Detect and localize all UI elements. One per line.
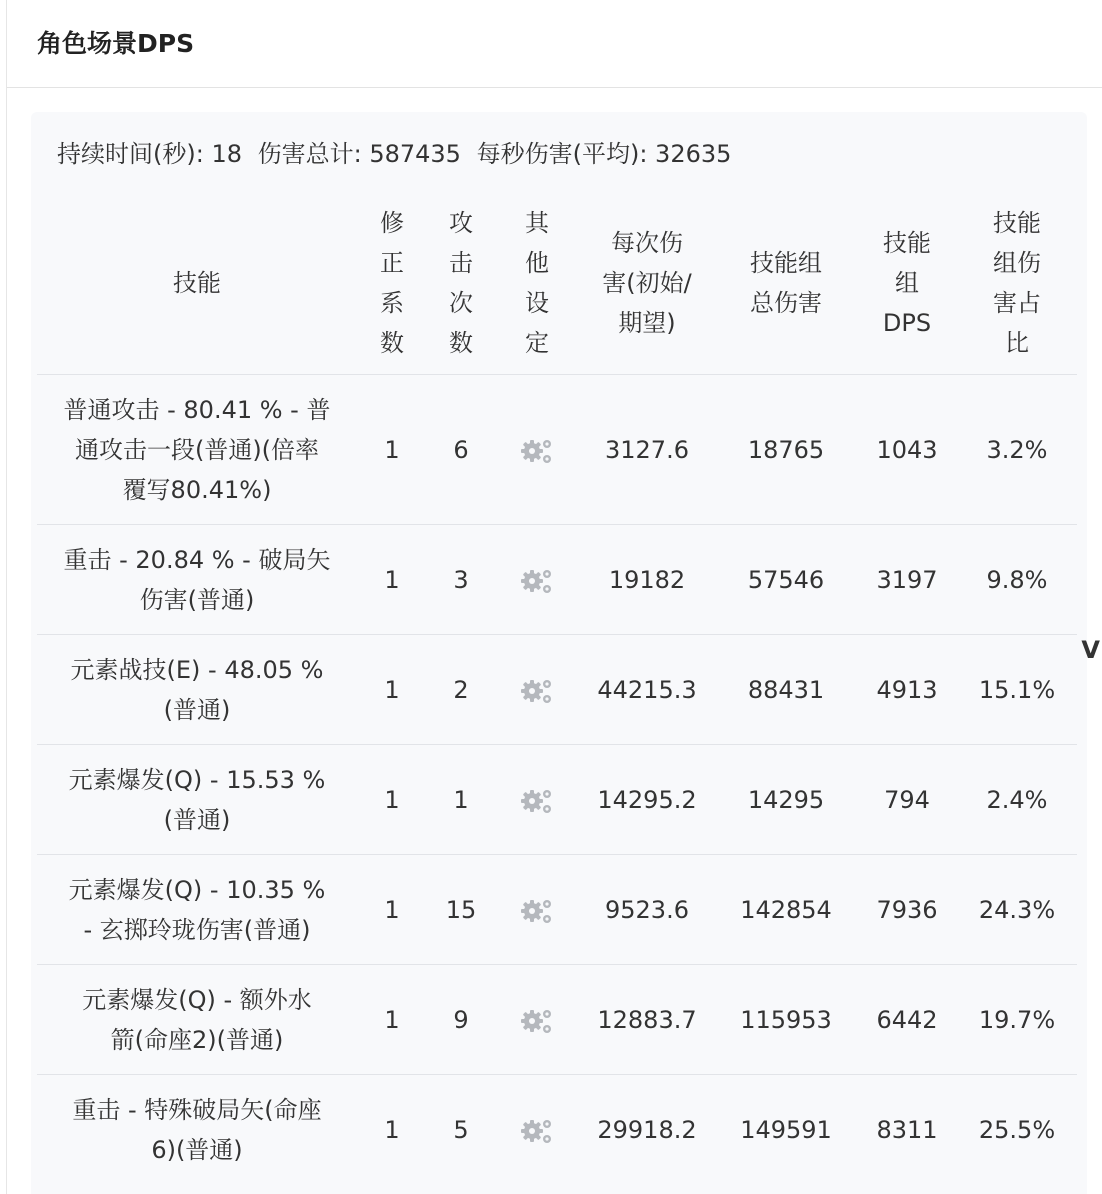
- per-hit-damage-cell: 44215.3: [579, 635, 715, 745]
- damage-share-cell: 24.3%: [957, 855, 1077, 965]
- header-line: 每次伤: [611, 229, 683, 257]
- hits-cell: 1: [427, 745, 495, 855]
- table-row: [37, 635, 1077, 745]
- gears-icon[interactable]: [519, 786, 555, 816]
- group-dps-cell: 8311: [876, 1115, 938, 1144]
- other-settings-cell: [495, 525, 579, 635]
- damage-share-cell: 2.4%: [957, 745, 1077, 855]
- skill-line: 元素爆发(Q) - 额外水: [82, 985, 312, 1014]
- header-line: 正: [380, 249, 404, 277]
- modifier-cell: 1: [357, 855, 427, 965]
- skill-cell: [37, 525, 357, 635]
- group-total-damage-cell: 57546: [715, 525, 857, 635]
- skill-line: 通攻击一段(普通)(倍率: [74, 435, 320, 464]
- modifier-cell: 1: [357, 745, 427, 855]
- col-header-other-settings: [495, 192, 579, 375]
- header-line: DPS: [882, 309, 932, 337]
- damage-share-cell: 25.5%: [978, 1115, 1056, 1144]
- table-header-row: [37, 192, 1077, 375]
- col-header-hits: [427, 192, 495, 375]
- per-hit-damage-cell: 14295.2: [579, 745, 715, 855]
- header-line: 期望): [618, 309, 676, 337]
- group-dps-cell: 4913: [857, 635, 957, 745]
- per-hit-damage-cell: 19182: [579, 525, 715, 635]
- col-header-damage-share: [957, 192, 1077, 375]
- summary-line: [57, 134, 731, 169]
- dps-panel: [6, 0, 1102, 1194]
- table-row: [37, 1075, 1077, 1185]
- other-settings-cell: [495, 635, 579, 745]
- panel-body: [31, 112, 1087, 1194]
- table-row: [37, 525, 1077, 635]
- damage-share-cell: 9.8%: [957, 525, 1077, 635]
- skill-line: 重击 - 特殊破局矢(命座: [72, 1095, 322, 1124]
- skill-line: 6)(普通): [151, 1135, 243, 1164]
- skill-line: 重击 - 20.84 % - 破局矢: [63, 545, 331, 574]
- hits-cell: 3: [427, 525, 495, 635]
- header-line: 数: [380, 329, 404, 357]
- group-total-damage-cell: 14295: [715, 745, 857, 855]
- skill-line: 元素爆发(Q) - 10.35 %: [68, 875, 326, 904]
- skill-cell: [37, 1075, 357, 1185]
- header-line: 攻: [449, 209, 473, 237]
- group-total-damage-cell: 18765: [715, 375, 857, 525]
- header-line: 组: [895, 269, 919, 297]
- table-row: [37, 375, 1077, 525]
- header-line: 击: [449, 249, 473, 277]
- skill-line: 覆写80.41%): [122, 475, 272, 504]
- header-line: 其: [525, 209, 549, 237]
- gears-icon[interactable]: [519, 566, 555, 596]
- skill-line: 箭(命座2)(普通): [110, 1025, 284, 1054]
- duration-text: 持续时间(秒): 18: [57, 140, 242, 168]
- header-line: 次: [449, 289, 473, 317]
- header-line: 技能: [993, 209, 1041, 237]
- skill-cell: [37, 965, 357, 1075]
- table-body: [37, 375, 1077, 1185]
- header-line: 技能: [883, 229, 931, 257]
- group-total-damage-cell: 142854: [715, 855, 857, 965]
- gears-icon[interactable]: [519, 1006, 555, 1036]
- table-row: [37, 745, 1077, 855]
- header-line: 技能: [173, 269, 221, 297]
- header-line: 修: [380, 209, 404, 237]
- skill-cell: [37, 635, 357, 745]
- group-dps-cell: 6442: [857, 965, 957, 1075]
- skill-line: (普通): [163, 695, 231, 724]
- other-settings-cell: [495, 855, 579, 965]
- panel-header: [7, 0, 1102, 88]
- hits-cell: 2: [427, 635, 495, 745]
- skill-cell: [37, 375, 357, 525]
- header-line: 害(初始/: [602, 269, 692, 297]
- other-settings-cell: [495, 375, 579, 525]
- dps-table: [37, 192, 1077, 1184]
- skill-cell: [37, 745, 357, 855]
- hits-cell: 15: [427, 855, 495, 965]
- hits-cell: 6: [427, 375, 495, 525]
- group-dps-cell: 3197: [857, 525, 957, 635]
- dps-average-text: 每秒伤害(平均): 32635: [476, 140, 732, 168]
- damage-share-cell: 19.7%: [957, 965, 1077, 1075]
- gears-icon[interactable]: [519, 436, 555, 466]
- per-hit-damage-cell: 12883.7: [579, 965, 715, 1075]
- damage-share-cell: 15.1%: [957, 635, 1077, 745]
- gears-icon[interactable]: [519, 1116, 555, 1146]
- per-hit-damage-cell: 29918.2: [597, 1115, 697, 1144]
- group-total-damage-cell: 88431: [715, 635, 857, 745]
- header-line: 组伤: [993, 249, 1041, 277]
- total-damage-text: 伤害总计: 587435: [257, 140, 461, 168]
- col-header-skill: [37, 192, 357, 375]
- skill-line: 伤害(普通): [139, 585, 255, 614]
- gears-icon[interactable]: [519, 676, 555, 706]
- hits-cell: 5: [453, 1115, 469, 1144]
- table-row: [37, 855, 1077, 965]
- per-hit-damage-cell: 9523.6: [579, 855, 715, 965]
- table-row: [37, 965, 1077, 1075]
- header-line: 总伤害: [750, 289, 822, 317]
- header-line: 系: [380, 289, 404, 317]
- group-total-damage-cell: 149591: [740, 1115, 832, 1144]
- header-line: 害占: [993, 289, 1041, 317]
- modifier-cell: 1: [357, 525, 427, 635]
- col-header-group-total-damage: [715, 192, 857, 375]
- skill-cell: [37, 855, 357, 965]
- skill-line: 元素爆发(Q) - 15.53 %: [68, 765, 326, 794]
- modifier-cell: 1: [357, 375, 427, 525]
- col-header-per-hit-damage: [579, 192, 715, 375]
- skill-line: 元素战技(E) - 48.05 %: [70, 655, 324, 684]
- gears-icon[interactable]: [519, 896, 555, 926]
- damage-share-cell: 3.2%: [957, 375, 1077, 525]
- header-line: 技能组: [750, 249, 822, 277]
- header-line: 定: [525, 329, 549, 357]
- col-header-modifier: [357, 192, 427, 375]
- skill-line: (普通): [163, 805, 231, 834]
- group-dps-cell: 794: [857, 745, 957, 855]
- per-hit-damage-cell: 3127.6: [579, 375, 715, 525]
- hits-cell: 9: [427, 965, 495, 1075]
- col-header-group-dps: [857, 192, 957, 375]
- group-dps-cell: 7936: [857, 855, 957, 965]
- header-line: 设: [525, 289, 549, 317]
- modifier-cell: 1: [357, 635, 427, 745]
- modifier-cell: 1: [357, 965, 427, 1075]
- other-settings-cell: [495, 1075, 579, 1185]
- skill-line: - 玄掷玲珑伤害(普通): [83, 915, 311, 944]
- header-line: 数: [449, 329, 473, 357]
- other-settings-cell: [495, 965, 579, 1075]
- skill-line: 普通攻击 - 80.41 % - 普: [63, 395, 331, 424]
- modifier-cell: 1: [384, 1115, 400, 1144]
- edge-letter: V: [1081, 636, 1100, 664]
- panel-title: 角色场景DPS: [37, 28, 195, 58]
- header-line: 他: [525, 249, 549, 277]
- group-dps-cell: 1043: [857, 375, 957, 525]
- group-total-damage-cell: 115953: [715, 965, 857, 1075]
- other-settings-cell: [495, 745, 579, 855]
- header-line: 比: [1005, 329, 1029, 357]
